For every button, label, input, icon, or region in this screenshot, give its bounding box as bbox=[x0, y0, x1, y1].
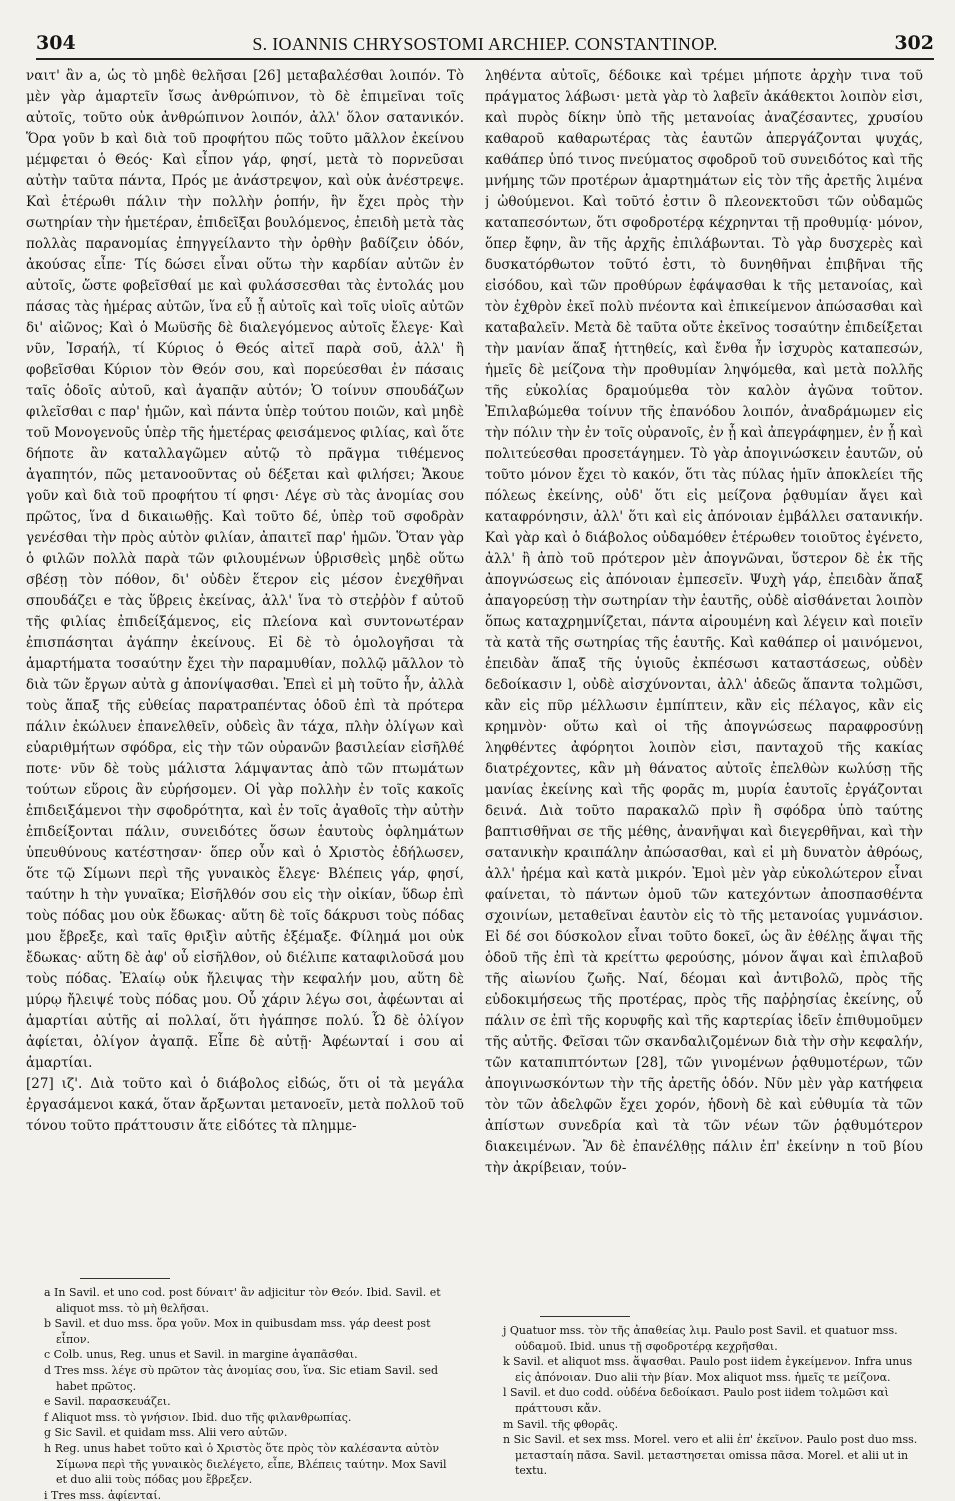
footnote-rule-right bbox=[540, 1316, 630, 1317]
left-paragraph-1: ναιτ' ἂν a, ὡς τὸ μηδὲ θελῆσαι [26] μεταβαλέσθαι λοιπόν. Τὸ μὲν γὰρ ἁμαρτεῖν ἴσως ἀνθρώπινον, τὸ δὲ ἐπιμεῖναι τοῖς αὐτοῖς, τοῦτο οὐκ ἀνθρώπινον λοιπόν, ἀλλ' ὅλον σατανικόν. Ὅρα γοῦν b καὶ διὰ τοῦ προφήτου πῶς τοῦτο μᾶλλον ἐκείνου μέμφεται ὁ Θεός· Καὶ εἶπον γάρ, φησί, μετὰ τὸ πορνεῦσαι αὐτὴν ταῦτα πάντα, Πρός με ἀνάστρεψον, καὶ οὐκ ἀνέστρεψε. Καὶ ἑτέρωθι πάλιν τὴν πολλὴν ῥοπήν, ἣν ἔχει πρὸς τὴν σωτηρίαν τὴν ἡμετέραν, ἐπιδεῖξαι βουλόμενος, ἐπειδὴ μετὰ τὰς πολλὰς παρανομίας ἐπηγγείλαντο τὴν ὀρθὴν βαδίζειν ὁδόν, ἀκούσας εἶπε· Τίς δώσει εἶναι οὕτω τὴν καρδίαν αὐτῶν ἐν αὐτοῖς, ὥστε φοβεῖσθαί με καὶ φυλάσσεσθαι τὰς ἐντολάς μου πάσας τὰς ἡμέρας αὐτῶν, ἵνα εὖ ᾖ αὐτοῖς καὶ τοῖς υἱοῖς αὐτῶν δι' αἰῶνος; Καὶ ὁ Μωϋσῆς δὲ διαλεγόμενος αὐτοῖς ἔλεγε· Καὶ νῦν, Ἰσραήλ, τί Κύριος ὁ Θεός αἰτεῖ παρὰ σοῦ, ἀλλ' ἢ φοβεῖσθαι Κύριον τὸν Θεόν σου, καὶ πορεύεσθαι ἐν πάσαις ταῖς ὁδοῖς αὐτοῦ, καὶ ἀγαπᾷν αὐτόν; Ὁ τοίνυν σπουδάζων φιλεῖσθαι c παρ' ἡμῶν, καὶ πάντα ὑπὲρ τούτου ποιῶν, καὶ μηδὲ τοῦ Μονογενοῦς ὑπὲρ τῆς ἡμετέρας φεισάμενος φιλίας, καὶ ὅτε δήποτε ἂν καταλλαγῶμεν αὐτῷ τὸ πρᾶγμα τιθέμενος ἀγαπητόν, πῶς μετανοοῦντας οὐ δέξεται καὶ φιλήσει; Ἄκουε γοῦν καὶ διὰ τοῦ προφήτου τί φησι· Λέγε σὺ τὰς ἀνομίας σου πρῶτος, ἵνα d δικαιωθῇς. Καὶ τοῦτο δέ, ὑπὲρ τοῦ σφοδρὰν γενέσθαι τὴν πρὸς αὐτὸν φιλίαν, ἀπαιτεῖ παρ' ἡμῶν. Ὅταν γὰρ ὁ φιλῶν πολλὰ παρὰ τῶν φιλουμένων ὑβρισθεὶς μηδὲ οὕτω σβέσῃ τὸν πόθον, δι' οὐδὲν ἕτερον εἰς μέσον ἐνεχθῆναι σπουδάζει e τὰς ὕβρεις ἐκείνας, ἀλλ' ἵνα τὸ στεῤῥὸν f αὐτοῦ τῆς φιλίας ἐπιδείξάμενος, εἰς πλείονα καὶ συντονωτέραν ἐπισπάσηται ἀγάπην ἐκείνους. Εἰ δὲ τὸ ὁμολογῆσαι τὰ ἁμαρτήματα τοσαύτην ἔχει τὴν παραμυθίαν, πολλῷ μᾶλλον τὸ διὰ τῶν ἔργων αὐτὰ g ἀπονίψασθαι. Ἐπεὶ εἰ μὴ τοῦτο ἦν, ἀλλὰ τοὺς ἅπαξ τῆς εὐθείας παρατραπέντας ὁδοῦ ἐπὶ τὰ πρότερα πάλιν ἐκώλυεν ἐπανελθεῖν, οὐδεὶς ἂν τάχα, πλὴν ὀλίγων καὶ εὐαριθμήτων σφόδρα, εἰς τὴν τῶν οὐρανῶν βασιλείαν εἰσῆλθέ ποτε· νῦν δὲ τοὺς μάλιστα λάμψαντας ἀπὸ τῶν πτωμάτων τούτων εὕροις ἂν εὑρήσομεν. Οἱ γὰρ πολλὴν ἐν τοῖς κακοῖς ἐπιδειξάμενοι τὴν σφοδρότητα, καὶ ἐν τοῖς ἀγαθοῖς τὴν αὐτὴν ἐπιδείξονται πάλιν, συνειδότες ὅσων ἑαυτοὺς ὀφλημάτων ὑπευθύνους κατέστησαν· ὅπερ οὖν καὶ ὁ Χριστὸς ἐδήλωσεν, ὅτε τῷ Σίμωνι περὶ τῆς γυναικὸς ἔλεγε· Βλέπεις γάρ, φησί, ταύτην h τὴν γυναῖκα; Εἰσῆλθόν σου εἰς τὴν οἰκίαν, ὕδωρ ἐπὶ τοὺς πόδας μου οὐκ ἔδωκας· αὕτη δὲ τοῖς δάκρυσι τοὺς πόδας μου ἔβρεξε, καὶ ταῖς θριξὶν αὐτῆς ἐξέμαξε. Φίλημά μοι οὐκ ἔδωκας· αὕτη δὲ ἀφ' οὗ εἰσῆλθον, οὐ διέλιπε καταφιλοῦσά μου τοὺς πόδας. Ἐλαίῳ οὐκ ἤλειψας τὴν κεφαλήν μου, αὕτη δὲ μύρῳ ἤλειψέ τοὺς πόδας μου. Οὗ χάριν λέγω σοι, ἀφέωνται αἱ ἁμαρτίαι αὐτῆς αἱ πολλαί, ὅτι ἠγάπησε πολύ. Ὧ δὲ ὀλίγον ἀφίεται, ὀλίγον ἀγαπᾷ. Εἶπε δὲ αὐτῇ· Ἀφέωνταί i σου αἱ ἁμαρτίαι. bbox=[26, 68, 464, 1071]
footnote-f: f Aliquot mss. τὸ γνήσιον. Ibid. duo τῆς φιλανθρωπίας. bbox=[44, 1410, 352, 1424]
footnote-k: k Savil. et aliquot mss. ἅψασθαι. Paulo post iidem ἐγκείμενον. Infra unus εἰς ἀπόνοιαν. Duo alii τὴν βίαν. Mox aliquot mss. ἡμεῖς τε μείζονα. bbox=[503, 1355, 913, 1384]
footnote-l: l Savil. et duo codd. οὐδένα δεδοίκασι. Paulo post iidem τολμῶσι καὶ πράττουσι κἄν. bbox=[503, 1386, 889, 1415]
footnotes-right bbox=[487, 1323, 927, 1501]
footnote-d: d Tres mss. λέγε σὺ πρῶτον τὰς ἀνομίας σου, ἵνα. Sic etiam Savil. sed habet πρῶτος. bbox=[44, 1363, 439, 1393]
left-paragraph-2: [27] ιζ'. Διὰ τοῦτο καὶ ὁ διάβολος εἰδώς, ὅτι οἱ τὰ μεγάλα ἐργασάμενοι κακά, ὅταν ἄρξωνται μετανοεῖν, μετὰ πολλοῦ τοῦ τόνου τοῦτο πράττουσιν ἅτε εἰδότες τὰ πλημμε- bbox=[26, 1076, 464, 1134]
left-text-column bbox=[26, 66, 464, 1256]
footnote-j: j Quatuor mss. τὸν τῆς ἀπαθείας λιμ. Paulo post Savil. et quatuor mss. οὐδαμοῦ. Ibid. unus τῇ σφοδροτέρᾳ κεχρῆσθαι. bbox=[503, 1324, 898, 1353]
footnote-i: i Tres mss. ἀφίενταί. bbox=[44, 1488, 162, 1501]
footnote-e: e Savil. παρασκευάζει. bbox=[44, 1395, 171, 1409]
footnotes-left bbox=[28, 1285, 460, 1501]
footnote-h: h Reg. unus habet τοῦτο καὶ ὁ Χριστὸς ὅτε πρὸς τὸν καλέσαντα αὐτὸν Σίμωνα περὶ τῆς γυναικὸς διελέγετο, εἶπε, Βλέπεις ταύτην. Mox Savil et duo alii τοὺς πόδας μου ἔβρεξεν. bbox=[44, 1441, 447, 1487]
page-number-right: 302 bbox=[894, 32, 934, 54]
footnote-a: a In Savil. et uno cod. post δύναιτ' ἂν adjicitur τὸν Θεόν. Ibid. Savil. et aliquot mss. τὸ μὴ θελῆσαι. bbox=[44, 1286, 441, 1315]
right-paragraph-1: ληθέντα αὐτοῖς, δέδοικε καὶ τρέμει μήποτε ἀρχὴν τινα τοῦ πράγματος λάβωσι· μετὰ γὰρ τὸ λαβεῖν ἀκάθεκτοι λοιπὸν εἰσι, καὶ πυρὸς δίκην ὑπὸ τῆς μετανοίας ἀναζέσαντες, χρυσίου καθαροῦ καθαρωτέρας τὰς ἑαυτῶν ἀπεργάζονται ψυχάς, καθάπερ ὑπό τινος πνεύματος σφοδροῦ τοῦ συνειδότος καὶ τῆς μνήμης τῶν προτέρων ἁμαρτημάτων εἰς τὸν τῆς ἀρετῆς λιμένα j ὠθούμενοι. Καὶ τοῦτό ἐστιν ὃ πλεονεκτοῦσι τῶν οὐδαμῶς καταπεσόντων, ὅτι σφοδροτέρᾳ κέχρηνται τῇ προθυμίᾳ· μόνον, ὅπερ ἔφην, ἂν τῆς ἀρχῆς ἐπιλάβωνται. Τὸ γὰρ δυσχερὲς καὶ δυσκατόρθωτον τοῦτό ἐστι, τὸ δυνηθῆναι ἐπιβῆναι τῆς εἰσόδου, καὶ τῶν προθύρων ἐφάψασθαι k τῆς μετανοίας, καὶ τὸν ἐχθρὸν ἐκεῖ πολὺ πνέοντα καὶ ἐπικείμενον ἀπώσασθαι καὶ καταβαλεῖν. Μετὰ δὲ ταῦτα οὔτε ἐκεῖνος τοσαύτην ἐπιδείξεται τὴν μανίαν ἅπαξ ἡττηθείς, καὶ ἔνθα ἦν ἰσχυρὸς καταπεσών, ἡμεῖς δὲ μείζονα τὴν προθυμίαν ληψόμεθα, καὶ μετὰ πολλῆς τῆς εὐκολίας δραμούμεθα τὸν καλὸν ἀγῶνα τοῦτον. Ἐπιλαβώμεθα τοίνυν τῆς ἐπανόδου λοιπόν, ἀναδράμωμεν εἰς τὴν πόλιν τὴν ἐν τοῖς οὐρανοῖς, ἐν ᾗ καὶ ἀπεγράφημεν, ἐν ᾗ καὶ πολιτεύεσθαι προσετάγημεν. Τὸ γὰρ ἀπογινώσκειν ἑαυτῶν, οὐ τοῦτο μόνον ἔχει τὸ κακόν, ὅτι τὰς πύλας ἡμῖν ἀποκλείει τῆς πόλεως ἐκείνης, οὐδ' ὅτι εἰς μείζονα ῥᾳθυμίαν ἄγει καὶ καταφρόνησιν, ἀλλ' ὅτι καὶ εἰς ἀπόνοιαν ἐμβάλλει σατανικήν. Καὶ γὰρ καὶ ὁ διάβολος οὐδαμόθεν ἑτέρωθεν τοιοῦτος ἐγένετο, ἀλλ' ἢ ἀπὸ τοῦ πρότερον μὲν ἀπογνῶναι, ὕστερον δὲ ἐκ τῆς ἀπογνώσεως εἰς ἀπόνοιαν ἐμπεσεῖν. Ψυχὴ γάρ, ἐπειδὰν ἅπαξ ἀπαγορεύσῃ τὴν σωτηρίαν τὴν ἑαυτῆς, οὐδὲ αἰσθάνεται λοιπὸν ὅπως καταχρημνίζεται, πάντα αἱρουμένη καὶ λέγειν καὶ ποιεῖν τὰ κατὰ τῆς σωτηρίας τῆς ἑαυτῆς. Καὶ καθάπερ οἱ μαινόμενοι, ἐπειδὰν ἅπαξ τῆς ὑγιοῦς ἐκπέσωσι καταστάσεως, οὐδὲν δεδοίκασιν l, οὐδὲ αἰσχύνονται, ἀλλ' ἀδεῶς ἅπαντα τολμῶσι, κἂν εἰς πῦρ μέλλωσιν ἐμπίπτειν, κἂν εἰς πέλαγος, κἂν εἰς κρημνὸν· οὕτω καὶ οἱ τῆς ἀπογνώσεως παραφροσύνῃ ληφθέντες ἀφόρητοι λοιπὸν εἰσι, πανταχοῦ τῆς κακίας διατρέχοντες, κἂν μὴ θάνατος αὐτοῖς ἐπελθὼν κωλύσῃ τῆς μανίας ἐκείνης καὶ τῆς φορᾶς m, μυρία ἑαυτοῖς ἐργάζονται δεινά. Διὰ τοῦτο παρακαλῶ πρὶν ἢ σφόδρα ὑπὸ ταύτης βαπτισθῆναι σε τῆς μέθης, ἀνανῆψαι καὶ διεγερθῆναι, καὶ τὴν σατανικὴν κραιπάλην ἀπώσασθαι, καὶ εἰ μὴ δυνατὸν ἀθρόως, ἀλλ' ἠρέμα καὶ κατὰ μικρόν. Ἐμοὶ μὲν γὰρ εὐκολώτερον εἶναι φαίνεται, τὸ πάντων ὁμοῦ τῶν κατεχόντων ἀποσπασθέντα σχοινίων, μεταθεῖναι ἑαυτὸν εἰς τὸ τῆς μετανοίας γυμνάσιον. Εἰ δέ σοι δύσκολον εἶναι τοῦτο δοκεῖ, ὡς ἂν ἐθέλῃς ἅψαι τῆς ὁδοῦ τῆς ἐπὶ τὰ κρείττω φερούσης, μόνον ἅψαι καὶ ἐπιλαβοῦ τῆς αἰωνίου ζωῆς. Ναί, δέομαι καὶ ἀντιβολῶ, πρὸς τῆς εὐδοκιμήσεως τῆς προτέρας, πρὸς τῆς παῤῥησίας ἐκείνης, οὗ πάλιν σε ἐπὶ τῆς κορυφῆς καὶ τῆς καρτερίας ἰδεῖν ἐπιθυμοῦμεν τῆς αὐτῆς. Φεῖσαι τῶν σκανδαλιζομένων διὰ τὴν σὴν κεφαλήν, τῶν καταπιπτόντων [28], τῶν γινομένων ῥᾳθυμοτέρων, τῶν ἀπογινωσκόντων τὴν τῆς ἀρετῆς ὁδόν. Νῦν μὲν γὰρ κατήφεια τὸν τῶν ἀδελφῶν ἔχει χορόν, ἡδονὴ δὲ καὶ εὐθυμία τὰ τῶν ἀπίστων συνεδρία καὶ τὰ τῶν νέων τῶν ῥᾳθυμότερον διακειμένων. Ἂν δὲ ἐπανέλθῃς πάλιν ἐπ' ἐκείνην n τοῦ βίου τὴν ἀκρίβειαν, τούν- bbox=[485, 68, 923, 1176]
running-title: S. IOANNIS CHRYSOSTOMI ARCHIEP. CONSTANTINOP. bbox=[252, 34, 718, 54]
footnote-rule-left bbox=[80, 1278, 170, 1279]
footnote-c: c Colb. unus, Reg. unus et Savil. in margine ἀγαπᾶσθαι. bbox=[44, 1348, 358, 1362]
footnote-n: n Sic Savil. et sex mss. Morel. vero et alii ἐπ' ἐκεῖνον. Paulo post duo mss. μετασταίη πᾶσα. Savil. μεταστησεται omissa πᾶσα. Morel. et alii ut in textu. bbox=[503, 1433, 918, 1478]
page-header bbox=[36, 32, 934, 60]
footnote-b: b Savil. et duo mss. ὅρα γοῦν. Mox in quibusdam mss. γάρ deest post εἶπον. bbox=[44, 1317, 431, 1346]
footnote-g: g Sic Savil. et quidam mss. Alii vero αὐτῶν. bbox=[44, 1426, 288, 1440]
footnote-m: m Savil. τῆς φθορᾶς. bbox=[503, 1417, 619, 1431]
page-number-left: 304 bbox=[36, 32, 76, 54]
right-text-column bbox=[485, 66, 923, 1306]
